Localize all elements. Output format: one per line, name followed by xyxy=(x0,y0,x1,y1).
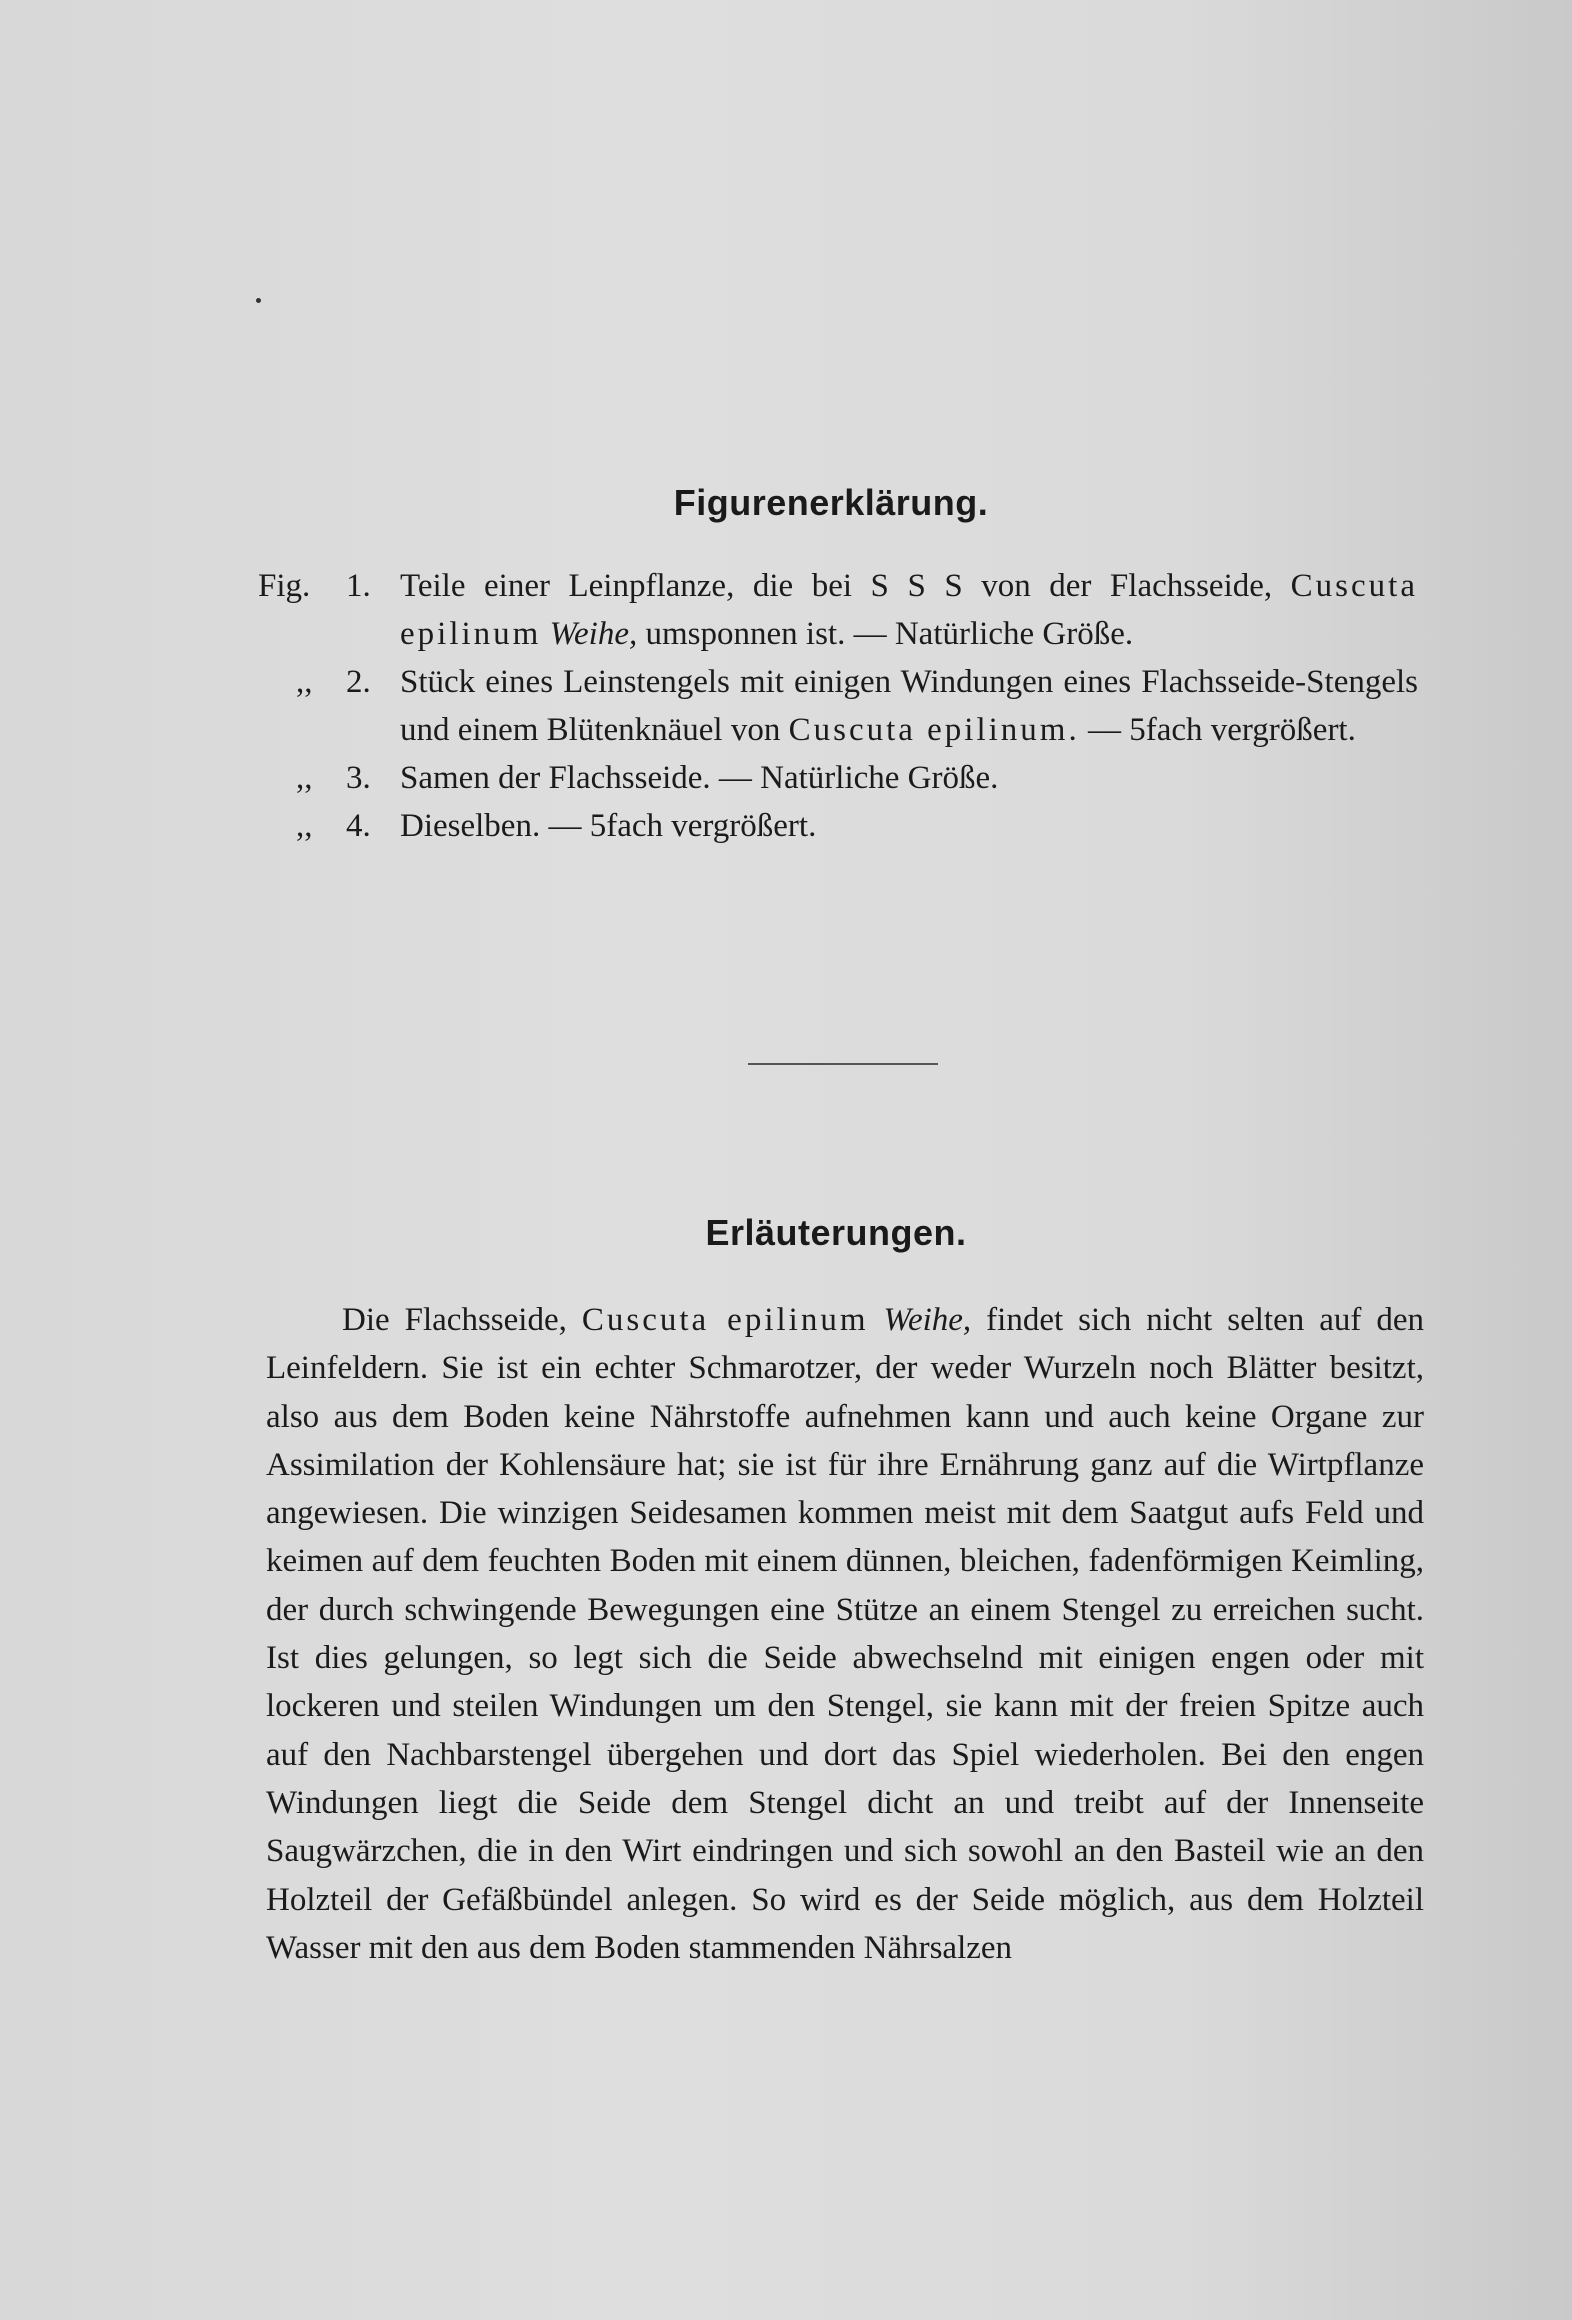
figure-item xyxy=(258,658,1418,754)
figure-label: Fig. xyxy=(258,568,311,604)
figure-number: 1. xyxy=(346,568,371,604)
figure-caption: Teile einer Leinpflanze, die bei S S S von der Flachsseide, Cuscuta epilinum Weihe, umsponnen ist. — Natürliche Größe. xyxy=(400,568,1418,652)
figure-number: 2. xyxy=(346,664,371,700)
figure-label: ,, xyxy=(296,808,313,844)
section-divider xyxy=(748,1063,938,1065)
figure-number: 4. xyxy=(346,808,371,844)
explanations-heading: Erläuterungen. xyxy=(705,1212,967,1253)
speck-mark xyxy=(256,298,261,303)
figure-number: 3. xyxy=(346,760,371,796)
figure-item xyxy=(258,562,1418,658)
figure-item xyxy=(258,754,1418,802)
body-paragraph: Die Flachsseide, Cuscuta epilinum Weihe, findet sich nicht selten auf den Leinfeldern. Sie ist ein echter Schmarotzer, der weder Wurzeln noch Blätter besitzt, also aus dem Boden keine Nährstoffe aufnehmen kann und auch keine Organe zur Assimilation der Kohlensäure hat; sie ist für ihre Ernährung ganz auf die Wirtpflanze angewiesen. Die winzigen Seidesamen kommen meist mit dem Saatgut aufs Feld und keimen auf dem feuchten Boden mit einem dünnen, bleichen, fadenförmigen Keimling, der durch schwingende Bewegungen eine Stütze an einem Stengel zu erreichen sucht. Ist dies gelungen, so legt sich die Seide abwechselnd mit einigen engen oder mit lockeren und steilen Windungen um den Stengel, sie kann mit der freien Spitze auch auf den Nachbarstengel übergehen und dort das Spiel wiederholen. Bei den engen Windungen liegt die Seide dem Stengel dicht an und treibt auf der Innenseite Saugwärzchen, die in den Wirt eindringen und sich sowohl an den Basteil wie an den Holzteil der Gefäßbündel anlegen. So wird es der Seide möglich, aus dem Holzteil Wasser mit den aus dem Boden stammenden Nährsalzen xyxy=(266,1302,1425,1966)
figure-list xyxy=(258,562,1418,850)
figure-caption: Dieselben. — 5fach vergrößert. xyxy=(400,808,817,844)
figure-label: ,, xyxy=(296,664,313,700)
figure-item xyxy=(258,802,1418,850)
figure-caption: Samen der Flachsseide. — Natürliche Größe. xyxy=(400,760,999,796)
figure-caption: Stück eines Leinstengels mit einigen Windungen eines Flachsseide-Stengels und einem Blütenknäuel von Cuscuta epilinum. — 5fach vergrößert. xyxy=(400,664,1418,748)
figure-label: ,, xyxy=(296,760,313,796)
figures-heading: Figurenerklärung. xyxy=(673,482,989,523)
